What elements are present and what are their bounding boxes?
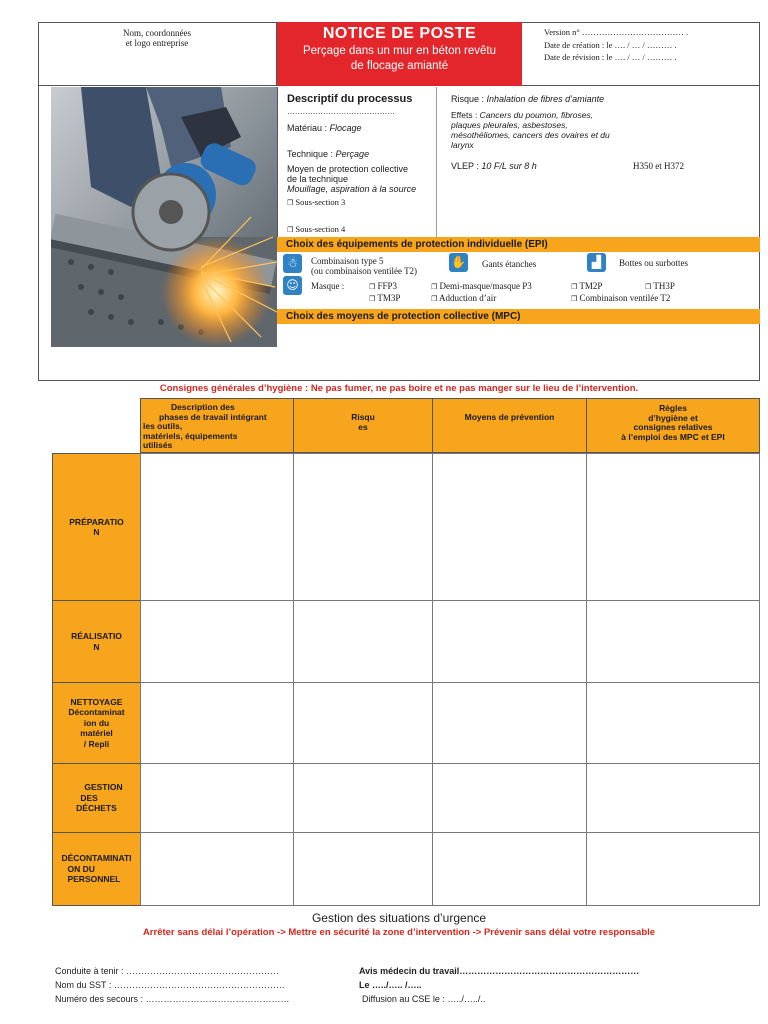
sous-section-3-label: Sous-section 3 <box>295 197 346 207</box>
company-line-1: Nom, coordonnées <box>123 28 191 38</box>
column-header-regles-line-2: d’hygiène et <box>648 412 698 423</box>
materiau-value: Flocage <box>329 123 362 133</box>
gants-label: Gants étanches <box>482 259 537 269</box>
sous-section-4-label: Sous-section 4 <box>295 224 346 234</box>
table-cell[interactable] <box>293 832 433 906</box>
table-cell[interactable] <box>293 453 433 601</box>
table-cell[interactable] <box>432 600 587 683</box>
version-cell <box>522 22 760 86</box>
materiau-line <box>287 123 362 133</box>
table-cell[interactable] <box>293 600 433 683</box>
boot-icon: ▟ <box>587 253 606 272</box>
vlep-label: VLEP : <box>451 161 482 171</box>
urgence-title: Gestion des situations d’urgence <box>311 911 487 925</box>
table-cell[interactable] <box>586 600 760 683</box>
version-number: Version n° ……………………………… . <box>544 27 689 37</box>
checkbox-icon: ❒ <box>287 199 294 207</box>
document-subtitle-1: Perçage dans un mur en béton revêtu <box>302 45 497 57</box>
risque-label: Risque : <box>451 94 487 104</box>
diffusion-field[interactable]: Diffusion au CSE le : …../…../.. <box>362 994 486 1004</box>
technique-label: Technique : <box>287 149 336 159</box>
document-title: NOTICE DE POSTE <box>322 25 477 42</box>
effets-value-1: Cancers du poumon, fibroses, <box>479 110 594 120</box>
table-cell[interactable] <box>586 682 760 764</box>
secours-field[interactable]: Numéro des secours : ………………………………………… <box>55 994 290 1004</box>
row-header-realisation-line-1: RÉALISATIO <box>71 631 122 641</box>
option-demi-masque[interactable] <box>431 281 532 292</box>
technique-line <box>287 149 369 159</box>
moyen-line-2: de la technique <box>287 174 349 184</box>
worker-grinder-photo <box>51 87 277 347</box>
effets-block <box>451 110 610 150</box>
row-header-realisation <box>52 600 141 683</box>
row-header-nettoyage-line-5: / Repli <box>83 738 110 749</box>
column-header-moyens <box>432 398 587 453</box>
revision-date: Date de révision : le …. / … / ……… . <box>544 52 677 62</box>
moyen-block <box>287 164 416 194</box>
table-cell[interactable] <box>432 682 587 764</box>
column-header-regles-line-4: à l’emploi des MPC et EPI <box>621 431 725 442</box>
process-dots: …………………………………… <box>287 107 395 116</box>
checkbox-icon: ❒ <box>431 283 438 291</box>
row-header-nettoyage-line-3: ion du <box>83 717 110 728</box>
column-header-description-line-5: utilisés <box>143 440 173 450</box>
row-header-gestion-line-2: DES <box>80 792 98 803</box>
column-header-regles-line-3: consignes relatives <box>633 422 713 432</box>
row-header-gestion-dechets <box>52 763 141 833</box>
row-header-nettoyage <box>52 682 141 764</box>
moyen-line-1: Moyen de protection collective <box>287 164 409 174</box>
person-suit-icon: ☃ <box>283 254 302 273</box>
risque-value: Inhalation de fibres d’amiante <box>486 94 605 104</box>
sst-field[interactable]: Nom du SST : ………………………………………………… <box>55 980 285 990</box>
row-header-preparation <box>52 453 141 601</box>
row-header-preparation-line-1: PRÉPARATIO <box>69 516 124 527</box>
row-header-decontamination-line-1: DÉCONTAMINATI <box>61 853 132 864</box>
table-cell[interactable] <box>293 682 433 764</box>
column-header-description-line-4: matériels, équipements <box>143 430 238 441</box>
moyen-value: Mouillage, aspiration à la source <box>287 184 417 194</box>
column-header-description <box>140 398 294 453</box>
checkbox-icon: ❒ <box>645 283 652 291</box>
table-cell[interactable] <box>586 453 760 601</box>
column-header-moyens-label: Moyens de prévention <box>464 412 555 422</box>
column-header-risques-line-1: Risqu <box>351 412 375 422</box>
option-ventilee[interactable] <box>571 293 670 304</box>
checkbox-icon: ❒ <box>571 283 578 291</box>
grinder-illustration <box>51 87 277 347</box>
creation-date: Date de création : le …. / … / ……… . <box>544 39 677 50</box>
option-th3p-label: TH3P <box>653 281 675 291</box>
checkbox-icon: ❒ <box>431 295 438 303</box>
table-cell[interactable] <box>432 832 587 906</box>
option-tm2p[interactable] <box>571 281 602 292</box>
option-ffp3-label: FFP3 <box>377 281 398 291</box>
combinaison-line-1: Combinaison type 5 <box>311 256 384 266</box>
sous-section-3-option[interactable] <box>287 197 345 207</box>
column-header-regles <box>586 398 760 453</box>
vlep-value: 10 F/L sur 8 h <box>481 161 537 171</box>
company-line-2: et logo entreprise <box>125 38 189 48</box>
epi-bar: Choix des équipements de protection individuelle (EPI) <box>277 237 760 252</box>
table-cell[interactable] <box>586 832 760 906</box>
table-cell[interactable] <box>432 763 587 833</box>
row-header-gestion-line-1: GESTION <box>84 782 123 793</box>
table-cell[interactable] <box>293 763 433 833</box>
effets-value-4: larynx <box>451 140 474 150</box>
table-cell[interactable] <box>140 453 294 601</box>
effets-label: Effets : <box>451 110 480 120</box>
option-adduction[interactable] <box>431 293 496 304</box>
column-header-description-line-1: Description des <box>171 402 235 412</box>
row-header-decontamination <box>52 832 141 906</box>
option-ventilee-label: Combinaison ventilée T2 <box>579 293 671 303</box>
sous-section-4-option[interactable] <box>287 224 345 234</box>
table-cell[interactable] <box>586 763 760 833</box>
avis-medecin-field[interactable]: Avis médecin du travail…………………………………………………… <box>359 966 640 976</box>
column-header-regles-line-1: Règles <box>659 403 687 413</box>
column-header-description-line-3: les outils, <box>143 421 183 431</box>
column-header-description-line-2: phases de travail intégrant <box>159 411 267 422</box>
urgence-instructions: Arrêter sans délai l’opération -> Mettre en sécurité la zone d’intervention -> Prévenir sans délai votre responsable <box>142 927 656 938</box>
row-header-decontamination-line-3: PERSONNEL <box>67 874 121 885</box>
materiau-label: Matériau : <box>287 123 330 133</box>
checkbox-icon: ❒ <box>369 295 376 303</box>
option-demi-masque-label: Demi-masque/masque P3 <box>439 281 532 291</box>
row-header-realisation-line-2: N <box>93 641 100 652</box>
process-title: Descriptif du processus <box>287 93 413 105</box>
document-subtitle-2: de flocage amianté <box>350 60 449 72</box>
table-cell[interactable] <box>432 453 587 601</box>
glove-icon: ✋ <box>449 253 468 272</box>
checkbox-icon: ❒ <box>287 226 294 234</box>
combinaison-block <box>311 256 417 276</box>
hygiene-instructions: Consignes générales d’hygiène : Ne pas fumer, ne pas boire et ne pas manger sur le lieu de l’intervention. <box>159 383 639 394</box>
table-cell[interactable] <box>140 763 294 833</box>
row-header-nettoyage-line-1: NETTOYAGE <box>70 696 123 707</box>
option-th3p[interactable] <box>645 281 675 292</box>
mask-icon: ☺ <box>283 276 302 295</box>
row-header-decontamination-line-2: ON DU <box>67 863 95 874</box>
bottes-label: Bottes ou surbottes <box>619 258 688 268</box>
risk-cell <box>437 87 760 237</box>
option-tm3p-label: TM3P <box>377 293 401 303</box>
risque-line <box>451 94 604 104</box>
process-description-cell <box>277 87 437 237</box>
avis-date-field[interactable]: Le …../….. /….. <box>359 980 422 990</box>
mpc-bar: Choix des moyens de protection collective (MPC) <box>277 309 760 324</box>
option-tm2p-label: TM2P <box>579 281 603 291</box>
option-tm3p[interactable] <box>369 293 400 304</box>
table-cell[interactable] <box>140 832 294 906</box>
table-cell[interactable] <box>140 600 294 683</box>
column-header-risques-line-2: es <box>358 421 368 432</box>
title-block <box>277 22 522 86</box>
option-adduction-label: Adduction d’air <box>439 293 497 303</box>
effets-value-2: plaques pleurales, asbestoses, <box>451 120 568 130</box>
combinaison-line-2: (ou combinaison ventilée T2) <box>311 266 418 276</box>
checkbox-icon: ❒ <box>369 283 376 291</box>
row-header-nettoyage-line-2: Décontaminat <box>68 707 125 718</box>
table-cell[interactable] <box>140 682 294 764</box>
company-cell <box>38 22 277 86</box>
option-ffp3[interactable] <box>369 281 397 292</box>
h-codes: H350 et H372 <box>633 161 684 171</box>
vlep-line <box>451 161 537 171</box>
column-header-risques <box>293 398 433 453</box>
epi-rows <box>277 252 760 309</box>
technique-value: Perçage <box>335 149 370 159</box>
row-header-nettoyage-line-4: matériel <box>80 728 113 739</box>
masque-label: Masque : <box>311 281 345 291</box>
row-header-preparation-line-2: N <box>93 527 100 537</box>
effets-value-3: mésothéliomes, cancers des ovaires et du <box>451 130 610 140</box>
checkbox-icon: ❒ <box>571 295 578 303</box>
conduite-field[interactable]: Conduite à tenir : …………………………………………… <box>55 966 280 976</box>
row-header-gestion-line-3: DÉCHETS <box>76 803 117 814</box>
